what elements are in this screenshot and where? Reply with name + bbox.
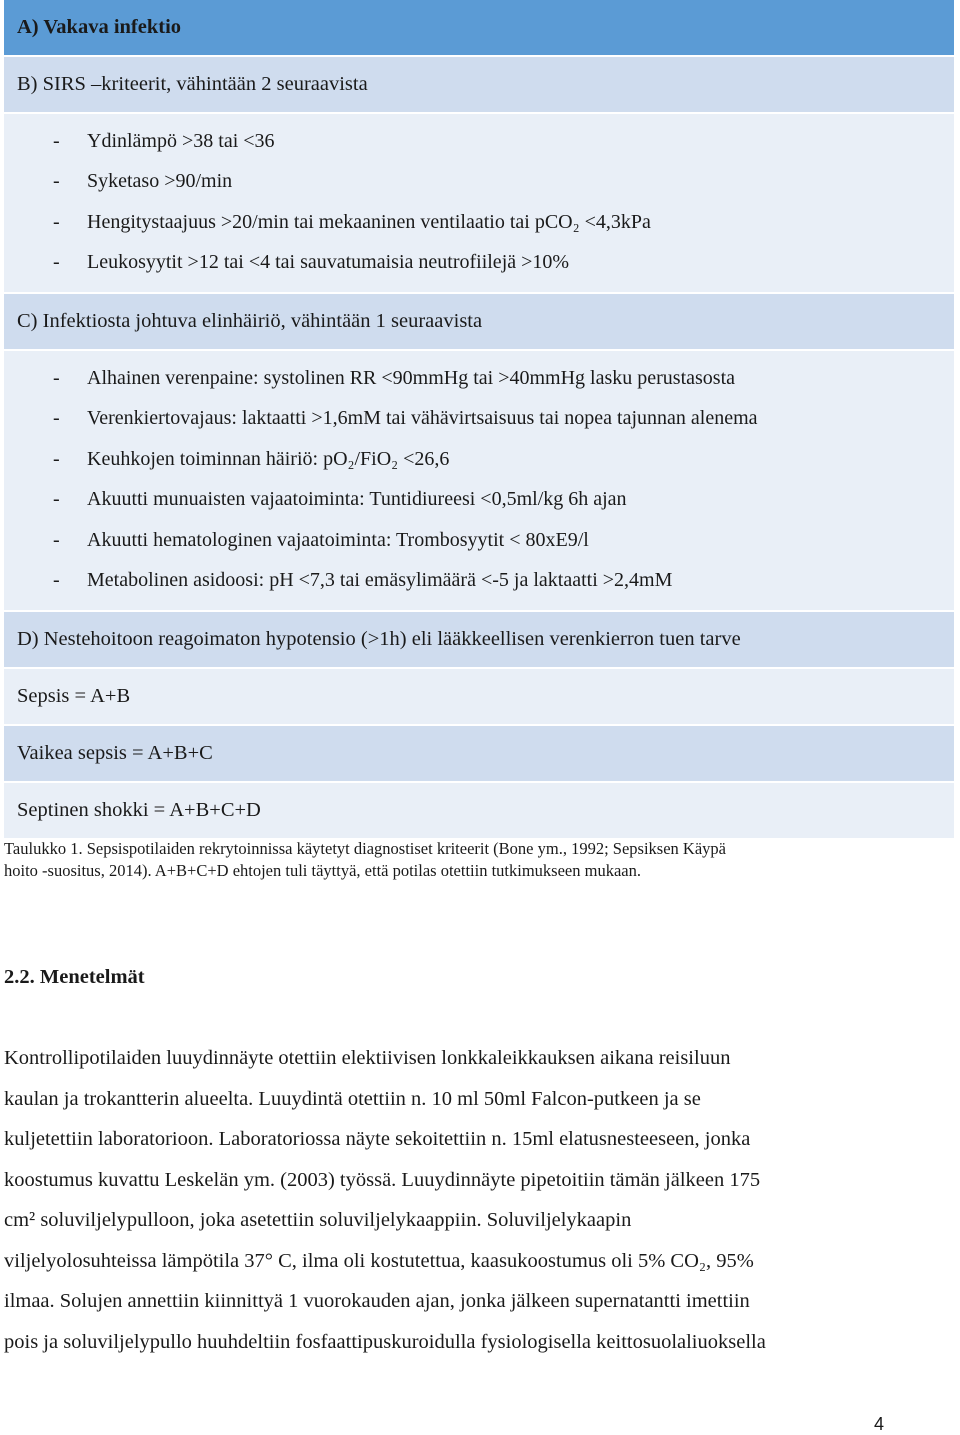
list-item-text: Syketaso >90/min [87,170,233,193]
list-item-text: Akuutti hematologinen vajaatoiminta: Trombosyytit < 80xE9/l [87,528,589,551]
sepsis-definition: Sepsis = A+B [17,685,131,707]
section-b-list-row [4,114,954,294]
list-item-text: Keuhkojen toiminnan häiriö: pO₂/FiO₂ <26,6 [87,447,450,470]
caption-line: Taulukko 1. Sepsispotilaiden rekrytoinnissa käytetyt diagnostiset kriteerit (Bone ym., 1992; Sepsiksen Käypä [4,839,726,858]
page-number: 4 [874,1414,885,1434]
list-item [17,243,651,284]
bullet-dash: - [53,170,60,193]
list-item [17,399,758,440]
list-item-text: Hengitystaajuus >20/min tai mekaaninen ventilaatio tai pCO₂ <4,3kPa [87,210,651,233]
section-c-list-row [4,351,954,612]
bullet-dash: - [53,407,60,430]
list-item [17,162,651,203]
section-d-label: D) Nestehoitoon reagoimaton hypotensio (>1h) eli lääkkeellisen verenkierron tuen tarve [17,628,741,650]
list-item-text: Ydinlämpö >38 tai <36 [87,129,275,152]
paragraph-line: koostumus kuvattu Leskelän ym. (2003) työssä. Luuydinnäyte pipetoitiin tämän jälkeen 175 [4,1168,761,1191]
paragraph-line: viljelyolosuhteissa lämpötila 37° C, ilma oli kostutettua, kaasukoostumus oli 5% CO₂, 95% [4,1249,754,1272]
list-item-text: Leukosyytit >12 tai <4 tai sauvatumaisia neutrofiilejä >10% [87,251,570,274]
list-item-text: Alhainen verenpaine: systolinen RR <90mmHg tai >40mmHg lasku perustasosta [87,366,736,389]
list-item-text: Verenkiertovajaus: laktaatti >1,6mM tai vähävirtsaisuus tai nopea tajunnan alenema [87,407,758,430]
bullet-dash: - [53,210,60,233]
body-paragraph [4,1038,904,1362]
paragraph-line: kaulan ja trokantterin alueelta. Luuydintä otettiin n. 10 ml 50ml Falcon-putkeen ja se [4,1087,701,1110]
section-a-row [4,0,954,57]
bullet-dash: - [53,129,60,152]
bullet-dash: - [53,569,60,592]
paragraph-line: Kontrollipotilaiden luuydinnäyte otettiin elektiivisen lonkkaleikkauksen aikana reisiluun [4,1047,731,1069]
section-c-row [4,294,954,351]
caption-line: hoito -suositus, 2014). A+B+C+D ehtojen tuli täyttyä, että potilas otettiin tutkimukseen mukaan. [4,861,641,880]
list-item-text: Metabolinen asidoosi: pH <7,3 tai emäsylimäärä <-5 ja laktaatti >2,4mM [87,569,673,592]
section-b-row [4,57,954,114]
list-item [17,480,758,521]
section-c-list [17,358,758,601]
list-item [17,439,758,480]
section-b-label: B) SIRS –kriteerit, vähintään 2 seuraavista [17,73,368,95]
paragraph-line: kuljetettiin laboratorioon. Laboratoriossa näyte sekoitettiin n. 15ml elatusnesteeseen, jonka [4,1128,751,1150]
list-item [17,202,651,243]
paragraph-line: pois ja soluviljelypullo huuhdeltiin fosfaattipuskuroidulla fysiologisella keittosuolaliuoksella [4,1330,766,1353]
list-item [17,520,758,561]
bullet-dash: - [53,447,60,470]
paragraph-line: cm² soluviljelypulloon, joka asetettiin soluviljelykaappiin. Soluviljelykaapin [4,1209,632,1231]
list-item [17,121,651,162]
section-a-label: A) Vakava infektio [17,16,182,38]
section-b-list [17,121,651,283]
severe-sepsis-definition: Vaikea sepsis = A+B+C [17,742,213,764]
severe-sepsis-row [4,726,954,783]
list-item [17,561,758,602]
list-item [17,358,758,399]
septic-shock-definition: Septinen shokki = A+B+C+D [17,799,261,821]
section-c-label: C) Infektiosta johtuva elinhäiriö, vähintään 1 seuraavista [17,310,483,332]
bullet-dash: - [53,251,60,274]
bullet-dash: - [53,366,60,389]
section-heading: 2.2. Menetelmät [4,966,145,988]
bullet-dash: - [53,488,60,511]
section-d-row [4,612,954,669]
septic-shock-row [4,783,954,840]
sepsis-criteria-table [4,0,954,840]
paragraph-line: ilmaa. Solujen annettiin kiinnittyä 1 vuorokauden ajan, jonka jälkeen supernatantti imettiin [4,1290,750,1312]
list-item-text: Akuutti munuaisten vajaatoiminta: Tuntidiureesi <0,5ml/kg 6h ajan [87,488,627,511]
sepsis-row [4,669,954,726]
table-caption [4,838,904,882]
bullet-dash: - [53,528,60,551]
